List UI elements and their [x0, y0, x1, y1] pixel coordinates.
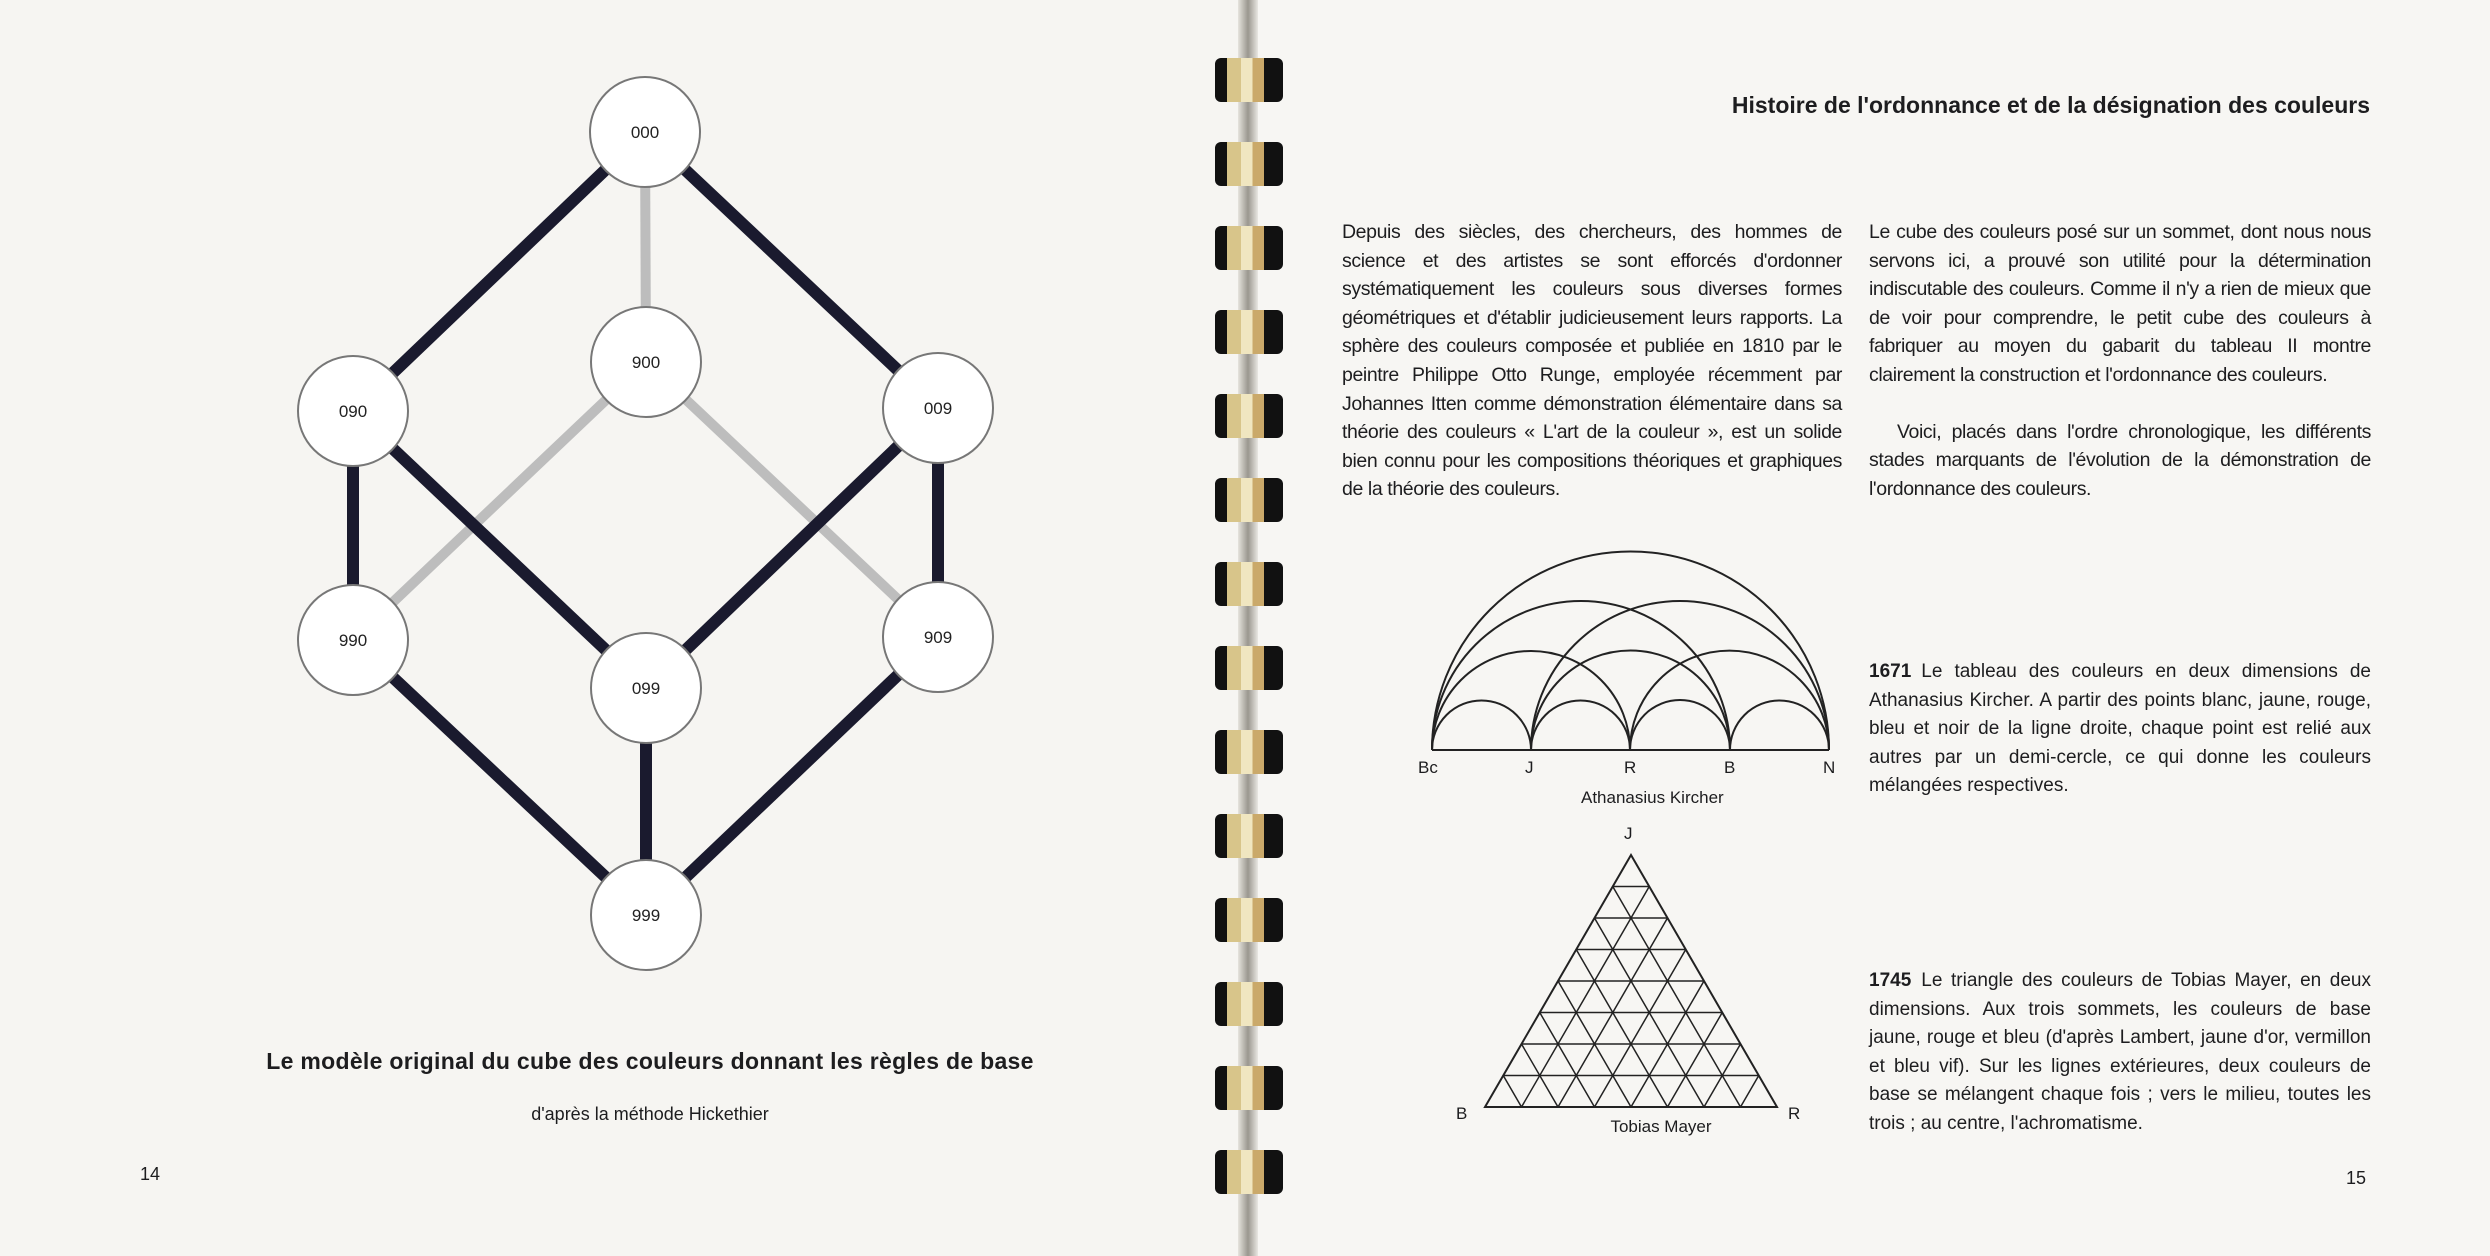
- entry-text: Le tableau des couleurs en deux dimensions de Athanasius Kircher. A partir des points blanc, jaune, rouge, bleu et noir de la ligne droite, chaque point est relié aux autres par un demi-cercle, ce qui donne les couleurs mélangées respectives.: [1869, 661, 2371, 797]
- entry-year: 1745: [1869, 970, 1912, 991]
- page-number-right: 15: [2346, 1168, 2367, 1188]
- page-heading: Histoire de l'ordonnance et de la désignation des couleurs: [1731, 92, 2370, 118]
- cube-node-label: 099: [631, 679, 661, 698]
- chronology-intro: Voici, placés dans l'ordre chronologique, les différents stades marquants de l'évolution de la démonstration de l'ordonnance des couleurs.: [1869, 420, 2371, 500]
- binding-ring: [1215, 1066, 1283, 1110]
- color-cube-diagram: [0, 0, 1240, 1040]
- cube-node-label: 009: [923, 399, 953, 418]
- cube-node-label: 900: [631, 353, 661, 372]
- cube-node-label: 909: [923, 628, 953, 647]
- intro-paragraph: Depuis des siècles, des chercheurs, des hommes de science et des artistes se sont efforcés d'ordonner systématiquement les couleurs sous diverses formes géométriques et d'établir judicieusement leurs rapports. La sphère des couleurs composée et publiée en 1810 par le peintre Philippe Otto Runge, employée récemment par Johannes Itten comme démonstration élémentaire dans sa théorie des couleurs « L'art de la couleur », est un solide bien connu pour les compositions théoriques et graphiques de la théorie des couleurs.: [1342, 221, 1842, 501]
- mayer-right-label: R: [1788, 1104, 1801, 1123]
- kircher-point-label: J: [1525, 758, 1534, 777]
- entry-1745: [1869, 967, 2371, 1139]
- cube-node-label: 990: [338, 631, 368, 650]
- figure-subcaption: d'après la méthode Hickethier: [531, 1104, 769, 1124]
- kircher-point-label: Bc: [1418, 758, 1438, 777]
- cube-paragraph: Le cube des couleurs posé sur un sommet, dont nous nous servons ici, a prouvé son utilité pour la détermination indiscutable des couleurs. Comme il n'y a rien de mieux que de voir pour comprendre, le petit cube des couleurs à fabriquer au moyen du gabarit du tableau II montre clairement la construction et l'ordonnance des couleurs.: [1869, 221, 2371, 386]
- cube-node-label: 999: [631, 906, 661, 925]
- kircher-point-label: N: [1823, 758, 1836, 777]
- mayer-left-label: B: [1456, 1104, 1468, 1123]
- cube-node-label: 000: [630, 123, 660, 142]
- kircher-point-label: B: [1724, 758, 1736, 777]
- entry-year: 1671: [1869, 661, 1912, 682]
- entry-1671: [1869, 658, 2371, 801]
- kircher-caption: Athanasius Kircher: [1581, 788, 1724, 807]
- binding-ring: [1215, 1150, 1283, 1194]
- second-column: [1869, 218, 2371, 503]
- cube-node-label: 090: [338, 402, 368, 421]
- mayer-caption: Tobias Mayer: [1610, 1117, 1712, 1136]
- figure-caption: Le modèle original du cube des couleurs donnant les règles de base: [266, 1048, 1034, 1074]
- entry-text: Le triangle des couleurs de Tobias Mayer, en deux dimensions. Aux trois sommets, les couleurs de base jaune, rouge et bleu (d'après Lambert, jaune d'or, vermillon et bleu vif). Sur les lignes extérieures, deux couleurs de base se mélangent chaque fois ; vers le milieu, toutes les trois ; au centre, l'achromatisme.: [1869, 970, 2371, 1134]
- kircher-point-label: R: [1624, 758, 1637, 777]
- mayer-apex-label: J: [1624, 824, 1633, 843]
- intro-column: [1342, 218, 1842, 504]
- page-number-left: 14: [140, 1164, 161, 1184]
